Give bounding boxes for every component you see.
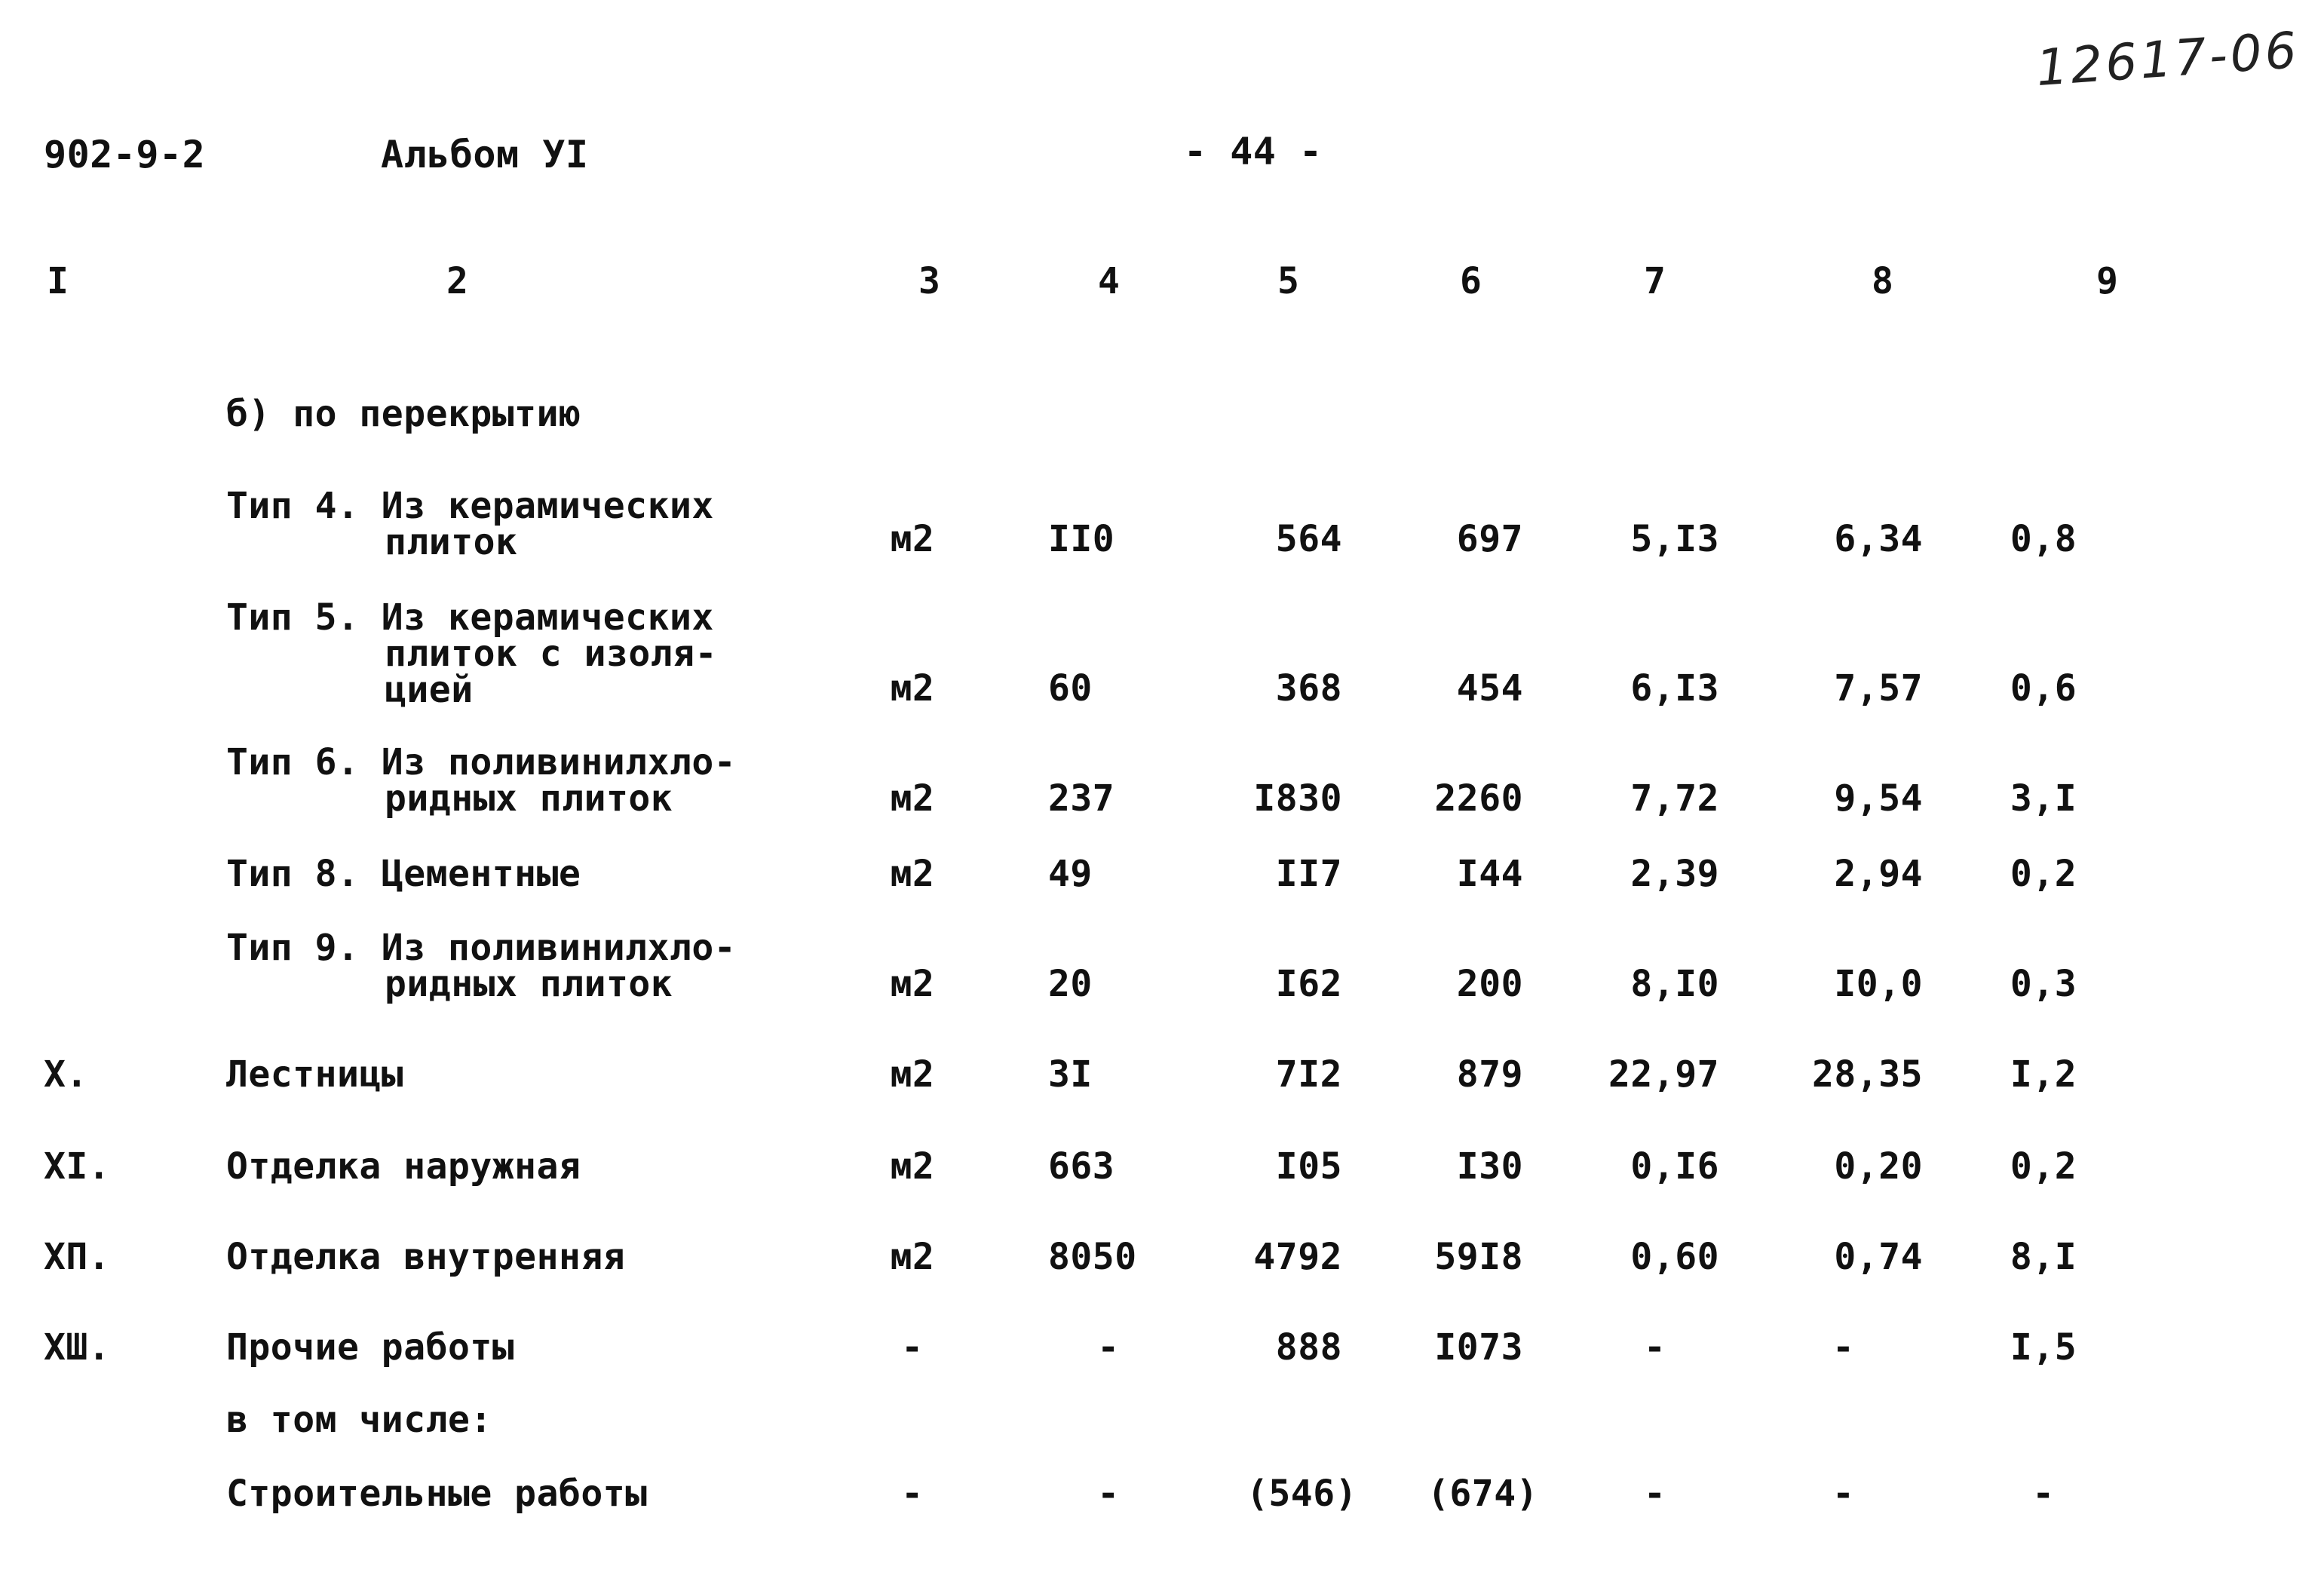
section-roman-numeral: X. [44,1053,88,1096]
column-number-9: 9 [2096,260,2119,302]
unit-cell: м2 [890,667,935,710]
col5-cell: I05 [1275,1145,1342,1188]
unit-cell: - [901,1326,924,1369]
column-number-5: 5 [1277,260,1300,302]
col6-cell: (674) [1427,1473,1538,1515]
column-number-4: 4 [1098,260,1121,302]
row-label-line: Лестницы [226,1053,404,1096]
col7-cell: 6,I3 [1630,667,1719,710]
quantity-cell: 663 [1048,1145,1115,1188]
col6-cell: I44 [1456,853,1523,895]
col9-cell: - [2032,1473,2055,1515]
unit-cell: м2 [890,853,935,895]
col6-cell: I073 [1434,1326,1523,1369]
section-heading: б) по перекрытию [226,393,581,435]
col7-cell: - [1644,1326,1666,1369]
col9-cell: 0,2 [2010,1145,2077,1188]
col7-cell: 7,72 [1630,777,1719,820]
column-number-2: 2 [446,260,469,302]
col8-cell: 2,94 [1834,853,1923,895]
col7-cell: 0,60 [1630,1236,1719,1278]
col5-cell: (546) [1246,1473,1357,1515]
row-label-line: цией [385,669,474,711]
col8-cell: 0,74 [1834,1236,1923,1278]
quantity-cell: 49 [1048,853,1093,895]
col9-cell: 8,I [2010,1236,2077,1278]
quantity-cell: 8050 [1048,1236,1137,1278]
col5-cell: 7I2 [1275,1053,1342,1096]
col7-cell: - [1644,1473,1666,1515]
quantity-cell: II0 [1048,518,1115,560]
col6-cell: 697 [1456,518,1523,560]
quantity-cell: - [1097,1326,1120,1369]
row-label-line: плиток с изоля- [385,633,717,675]
col5-cell: 368 [1275,667,1342,710]
quantity-cell: 20 [1048,963,1093,1005]
row-label-line: плиток [385,521,518,563]
col8-cell: - [1832,1326,1855,1369]
col8-cell: - [1832,1473,1855,1515]
row-label-line: ридных плиток [385,963,673,1005]
col8-cell: 7,57 [1834,667,1923,710]
column-number-1: I [47,260,69,302]
col6-cell: 879 [1456,1053,1523,1096]
col7-cell: 22,97 [1608,1053,1719,1096]
unit-cell: м2 [890,1053,935,1096]
col5-cell: II7 [1275,853,1342,895]
col8-cell: 28,35 [1812,1053,1923,1096]
row-label-line: ридных плиток [385,777,673,820]
col9-cell: I,5 [2010,1326,2077,1369]
row-label-line: Тип 4. Из керамических [226,485,714,527]
col9-cell: 0,2 [2010,853,2077,895]
unit-cell: м2 [890,777,935,820]
row-label-line: Тип 8. Цементные [226,853,581,895]
document-code: 902-9-2 [44,133,206,176]
unit-cell: м2 [890,1236,935,1278]
row-label-line: Тип 5. Из керамических [226,596,714,639]
col6-cell: 200 [1456,963,1523,1005]
col5-cell: I830 [1253,777,1342,820]
album-label: Альбом УI [381,133,589,176]
quantity-cell: 237 [1048,777,1115,820]
unit-cell: м2 [890,518,935,560]
page-number: - 44 - [1184,130,1323,173]
col7-cell: 5,I3 [1630,518,1719,560]
row-label-line: Отделка наружная [226,1145,581,1188]
col6-cell: 454 [1456,667,1523,710]
row-label-line: Тип 6. Из поливинилхло- [226,741,737,783]
col6-cell: 59I8 [1434,1236,1523,1278]
quantity-cell: 60 [1048,667,1093,710]
col9-cell: 3,I [2010,777,2077,820]
row-label-line: Тип 9. Из поливинилхло- [226,927,737,969]
column-number-6: 6 [1460,260,1482,302]
row-label-line: в том числе: [226,1399,492,1441]
row-label-line: Прочие работы [226,1326,515,1369]
col5-cell: 888 [1275,1326,1342,1369]
col6-cell: I30 [1456,1145,1523,1188]
col9-cell: 0,6 [2010,667,2077,710]
section-roman-numeral: XI. [44,1145,111,1188]
col9-cell: I,2 [2010,1053,2077,1096]
col8-cell: 6,34 [1834,518,1923,560]
col9-cell: 0,3 [2010,963,2077,1005]
section-roman-numeral: XП. [44,1236,111,1278]
unit-cell: м2 [890,1145,935,1188]
col7-cell: 0,I6 [1630,1145,1719,1188]
column-number-8: 8 [1872,260,1894,302]
quantity-cell: 3I [1048,1053,1093,1096]
col8-cell: 9,54 [1834,777,1923,820]
col7-cell: 8,I0 [1630,963,1719,1005]
col7-cell: 2,39 [1630,853,1719,895]
unit-cell: - [901,1473,924,1515]
handwritten-reference: 12617-06 [2034,20,2302,98]
col8-cell: I0,0 [1834,963,1923,1005]
section-roman-numeral: XШ. [44,1326,111,1369]
row-label-line: Отделка внутренняя [226,1236,626,1278]
column-number-3: 3 [918,260,941,302]
unit-cell: м2 [890,963,935,1005]
col6-cell: 2260 [1434,777,1523,820]
col5-cell: I62 [1275,963,1342,1005]
column-number-7: 7 [1644,260,1666,302]
quantity-cell: - [1097,1473,1120,1515]
col9-cell: 0,8 [2010,518,2077,560]
col8-cell: 0,20 [1834,1145,1923,1188]
row-label-line: Строительные работы [226,1473,648,1515]
col5-cell: 564 [1275,518,1342,560]
col5-cell: 4792 [1253,1236,1342,1278]
